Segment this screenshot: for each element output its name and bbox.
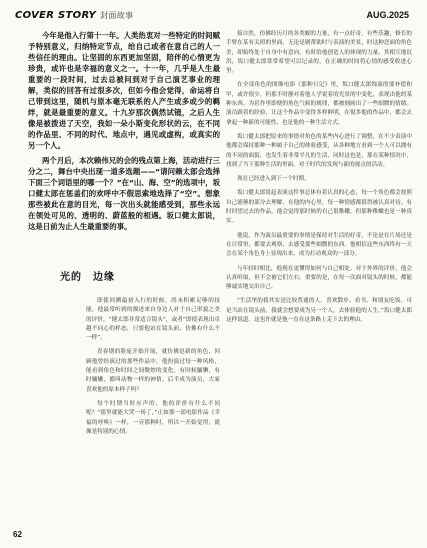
page-number: 62 [13, 530, 22, 539]
body-paragraph: 与年轻时相比，他现在更懂得如何与自己相处。对于外界的评价，他会认真听取，但不会被它们左右。重要的是，在每一次面对镜头的时候，都能够诚实地交出自己。 [226, 265, 412, 291]
issue-date: AUG.2025 [366, 10, 409, 20]
body-paragraph: “生活里的我其实是比较普通的人，喜欢散步、看书、和朋友吃饭。可是当站在镜头前，我就会想要成为另一个人，去体验他的人生。”坂口健太郎这样说道。这也许就是他一直在这条路上走下去的理由。 [226, 298, 412, 324]
lead-paragraph: 今年是他入行第十一年。人类热衷对一些特定的时间赋予特别意义，归纳特定节点，给自己或者在意自己的人一些信任的理由。让坚固的东西更加坚固，陪伴的心情更为珍贵，或许也是幸福的意义之一。十一年，几乎是人生最重要的一段时间，过去总被问到对于自己演艺事业的理解，类似的回答有过很多次，但如今他会觉得，命运将自己带到这里，随机与原本毫无联系的人产生或多或少的羁绊，就是最重要的意义。十九岁那次偶然试镜，之后人生像是被拨进了天空，我如一朵小斯变化形状的云，在不同的作品里、不同的时代、地点中，遇见或虚构，或真实的另一个人。 [28, 31, 220, 150]
brand-english: COVER STORY [15, 10, 97, 21]
body-column-right [226, 30, 412, 330]
body-column-left [86, 297, 220, 442]
body-paragraph: 青春期的脸庞开始开展，就仿佛是新的角色，回顾他曾经演过的那些作品中，他扮演过每一种风格，能看到角色和时间之间微妙的变化。有时候腼腆，有时慵懒，都叫动物一样的神情。后半成为演员，大家喜欢他的原本样子吗？ [86, 349, 220, 393]
body-paragraph: 接自然，仿佛经历月的各类蜕的力量，有一点好奇，有些乐趣，修长的手臂在某有关照的里面，无论是剧帮助时与表演的美景，时这种恋面的角色美，却始终处于自身中有意向，有时给他创造人的体现的力量，其相互地沉洪，坂口健太郎常常希望可以记录的，在正确的时间将心情的感受收进心里。 [226, 31, 412, 75]
section-heading-block [60, 268, 220, 288]
lead-column [28, 30, 220, 236]
body-paragraph: 现在已经进入到下一个时期。 [237, 176, 310, 183]
page-header [0, 0, 427, 26]
body-paragraph: 即使回溯最初入行的时候，尚未积累足够的技能，他最常听到的描述来自身边人对于自己形貌之美的评价，“健太郎非常适合镜头”，或者“即使表现出卓越不同心的样态，只要他站在镜头前，仿佛有什么不一样”。 [86, 298, 220, 342]
section-title: 光的 边缘 [60, 272, 115, 283]
brand-chinese: 封面故事 [100, 11, 134, 20]
body-paragraph: 每个时期当时应声的，他的评价有什么不同呢？“那里就能大哭一场了，”正如那一部电影作品《幸福的呼唤》一样，一旁那种时，所以一开始觉得，就像是特别的心情。 [86, 400, 220, 435]
body-paragraph: 坂口健太郎说起表演这件事总体有着认真的心态，每一个角色都会按照自己能够的部分去理解，在他的内心里，每一种情感都值得被认真对待。有时回望过去的作品，他会觉得那时候的自己很稚嫩，但那种稚嫩也是一种真实。 [226, 190, 412, 225]
column-brand [15, 10, 133, 21]
body-paragraph: 在全部角色的图像电影《那种日记》里，坂口健太郎饰演的要补偿和甲，或许很少，但那不时静对着他人学说着的光景的中变化，表现出他的某种东西。为甚作里即便的角色气候的规律，都被刻画出了一些细微的情绪。演员跟着的经验，让这个作品中变得多样鲜明，在很多他的作品中，都会去拿起一种新的可能性，也是他的一种生活方式。 [226, 82, 412, 126]
lead-paragraph: 两个月后，本次赖伟兄的会的残点第上海，活动进行三分之二，舞台中央出现一道多选题——“请问赖太郎会选择下面三个词语里的哪一个？”在“山、海、空”的选项中，坂口健太郎在惩盖们的欢呼中不假思索地选择了“空”。想象那些被此在意的目光，每一次出头就能感受到，那些永远在领处可见的、透明的、蔚蓝般的相遇。坂口健太郎说，这是日前为止人生最重要的事。 [28, 156, 220, 231]
body-paragraph: 坂口健太郎把原来的事情对角色的某些内心进行了调整，在不少表演中他都会保持那种一种属于自己的体验感受，从各种地方看到一个人可以拥有的不同的面貌，也发生着非常平凡的生活，同时这也是，那在某种情况中，找到了当下那种生活的里面，对于时代的发现与新的视点的活动。 [226, 133, 412, 168]
body-paragraph: 他说，作为演员最重要的事情是保持对生活的好奇，不论是在片场还是在日常里，都要去观察、去感受那些细微的东西。他相信这些东西终有一天会在某个角色身上显现出来，成为打动观众的一部分。 [226, 232, 412, 258]
